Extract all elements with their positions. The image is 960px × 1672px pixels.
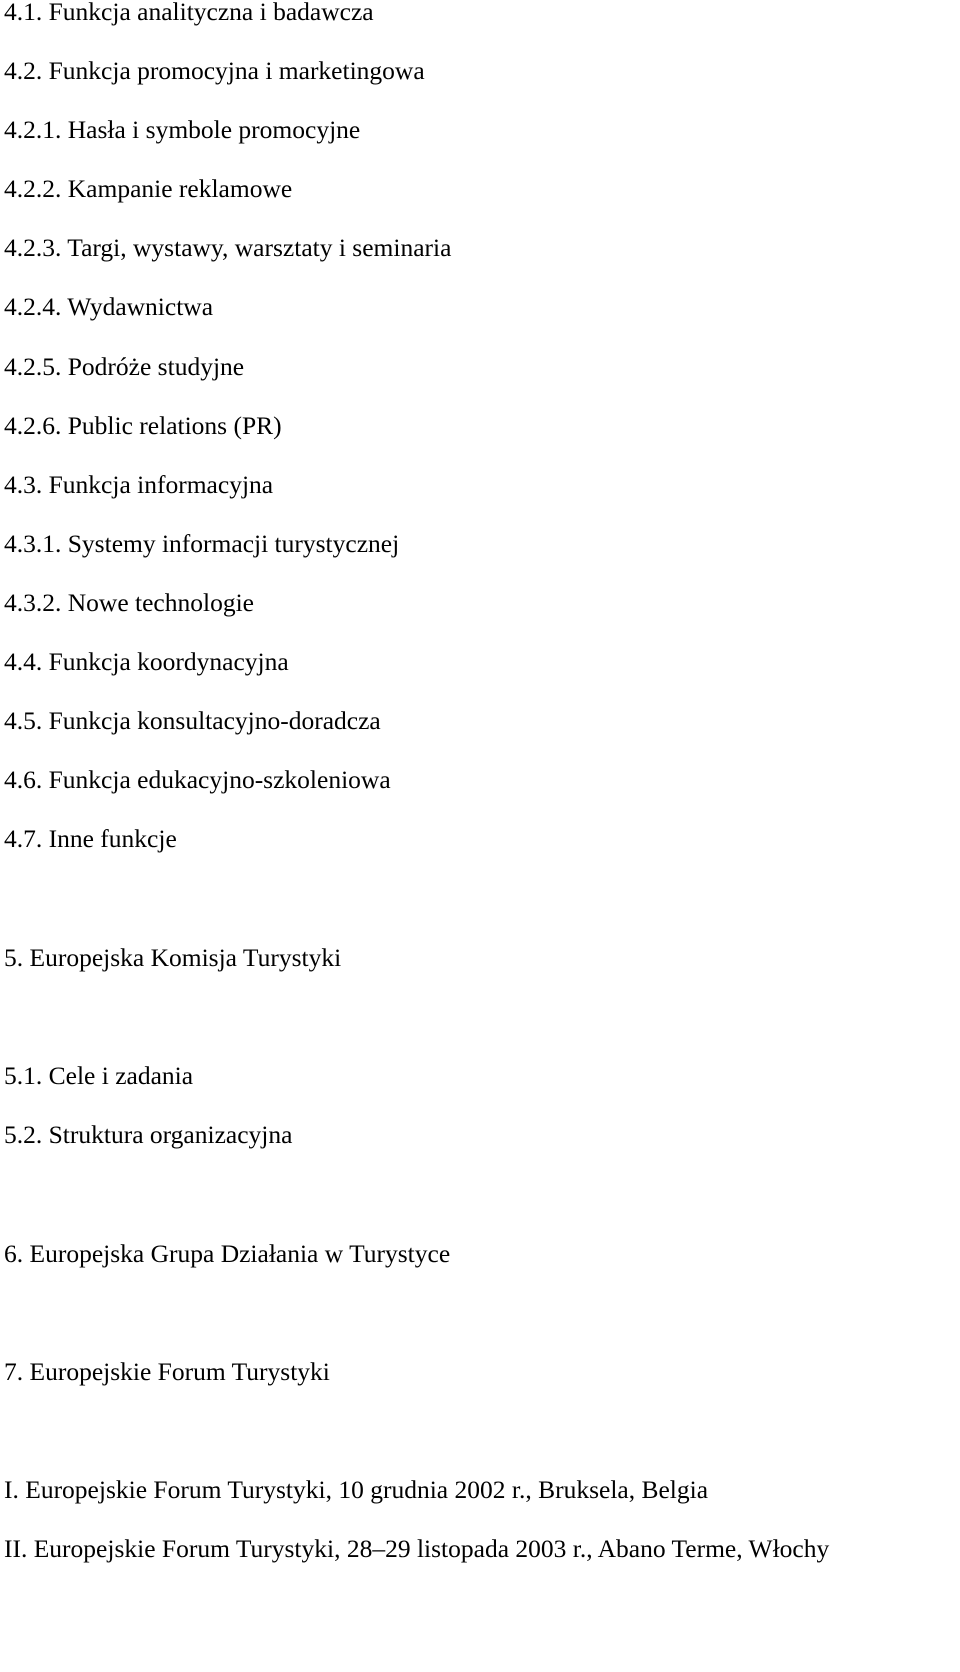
- toc-entry-4-2-5: 4.2.5. Podróże studyjne: [4, 352, 245, 381]
- toc-entry-4-4: 4.4. Funkcja koordynacyjna: [4, 647, 289, 676]
- toc-entry-7: 7. Europejskie Forum Turystyki: [4, 1357, 330, 1386]
- toc-entry-4-3-1: 4.3.1. Systemy informacji turystycznej: [4, 529, 400, 558]
- toc-entry-4-2-4: 4.2.4. Wydawnictwa: [4, 292, 214, 321]
- toc-entry-4-2-2: 4.2.2. Kampanie reklamowe: [4, 174, 293, 203]
- toc-entry-4-2-6: 4.2.6. Public relations (PR): [4, 411, 282, 440]
- toc-entry-4-3: 4.3. Funkcja informacyjna: [4, 470, 274, 499]
- toc-entry-4-2-1: 4.2.1. Hasła i symbole promocyjne: [4, 115, 361, 144]
- toc-entry-4-6: 4.6. Funkcja edukacyjno-szkoleniowa: [4, 765, 391, 794]
- toc-entry-6: 6. Europejska Grupa Działania w Turystyce: [4, 1239, 451, 1268]
- toc-entry-4-2-3: 4.2.3. Targi, wystawy, warsztaty i seminaria: [4, 233, 452, 262]
- toc-entry-5-1: 5.1. Cele i zadania: [4, 1061, 194, 1090]
- toc-entry-7-II: II. Europejskie Forum Turystyki, 28–29 listopada 2003 r., Abano Terme, Włochy: [4, 1534, 830, 1563]
- toc-entry-4-1: 4.1. Funkcja analityczna i badawcza: [4, 0, 374, 26]
- toc-entry-7-I: I. Europejskie Forum Turystyki, 10 grudnia 2002 r., Bruksela, Belgia: [4, 1475, 709, 1504]
- toc-entry-4-2: 4.2. Funkcja promocyjna i marketingowa: [4, 56, 425, 85]
- toc-entry-5-2: 5.2. Struktura organizacyjna: [4, 1120, 293, 1149]
- toc-entry-4-7: 4.7. Inne funkcje: [4, 824, 177, 853]
- toc-entry-4-3-2: 4.3.2. Nowe technologie: [4, 588, 254, 617]
- toc-entry-4-5: 4.5. Funkcja konsultacyjno-doradcza: [4, 706, 381, 735]
- toc-entry-5: 5. Europejska Komisja Turystyki: [4, 943, 342, 972]
